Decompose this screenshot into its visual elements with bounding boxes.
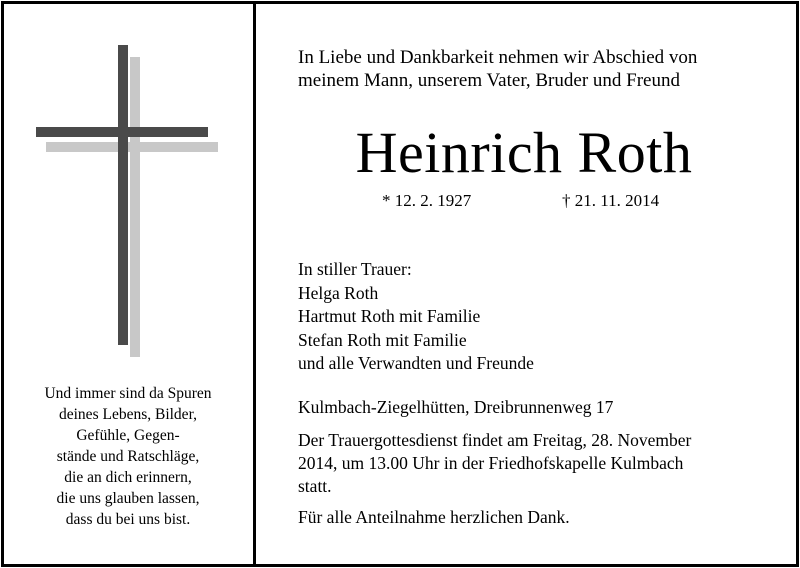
column-divider: [253, 4, 256, 564]
mourners-list: [298, 258, 534, 376]
mourner: und alle Verwandten und Freunde: [298, 353, 534, 373]
mourner: Helga Roth: [298, 282, 379, 303]
death-date: † 21. 11. 2014: [562, 191, 660, 210]
intro-line: In Liebe und Dankbarkeit nehmen wir Abschied von: [298, 47, 698, 68]
poem-line: die an dich erinnern,: [64, 469, 192, 486]
cross-icon: [36, 43, 221, 363]
service-line: 2014, um 13.00 Uhr in der Friedhofskapelle Kulmbach: [298, 453, 684, 473]
cross-shadow-horizontal: [46, 142, 218, 152]
intro-text: [298, 46, 778, 92]
service-line: statt.: [298, 476, 332, 496]
service-info: [298, 429, 778, 498]
cross-shadow-vertical: [130, 57, 140, 357]
address: Kulmbach-Ziegelhütten, Dreibrunnenweg 17: [298, 397, 614, 417]
cross-beam-vertical: [118, 45, 128, 345]
poem-line: dass du bei uns bist.: [65, 511, 191, 528]
thanks-note: Für alle Anteilnahme herzlichen Dank.: [298, 507, 570, 527]
mourners-heading: In stiller Trauer:: [298, 259, 412, 279]
mourner: Stefan Roth mit Familie: [298, 329, 467, 350]
poem-line: stände und Ratschläge,: [56, 448, 200, 465]
mourner: Hartmut Roth mit Familie: [298, 306, 481, 326]
poem-line: Gefühle, Gegen-: [76, 427, 180, 444]
birth-date: * 12. 2. 1927: [382, 191, 472, 210]
poem: [8, 383, 248, 530]
cross-beam-horizontal: [36, 127, 208, 137]
intro-line: meinem Mann, unserem Vater, Bruder und Freund: [298, 70, 680, 91]
deceased-name: Heinrich Roth: [355, 120, 693, 185]
poem-line: Und immer sind da Spuren: [44, 385, 212, 402]
poem-line: deines Lebens, Bilder,: [59, 406, 197, 423]
service-line: Der Trauergottesdienst findet am Freitag, 28. November: [298, 430, 692, 450]
poem-line: die uns glauben lassen,: [56, 490, 200, 507]
